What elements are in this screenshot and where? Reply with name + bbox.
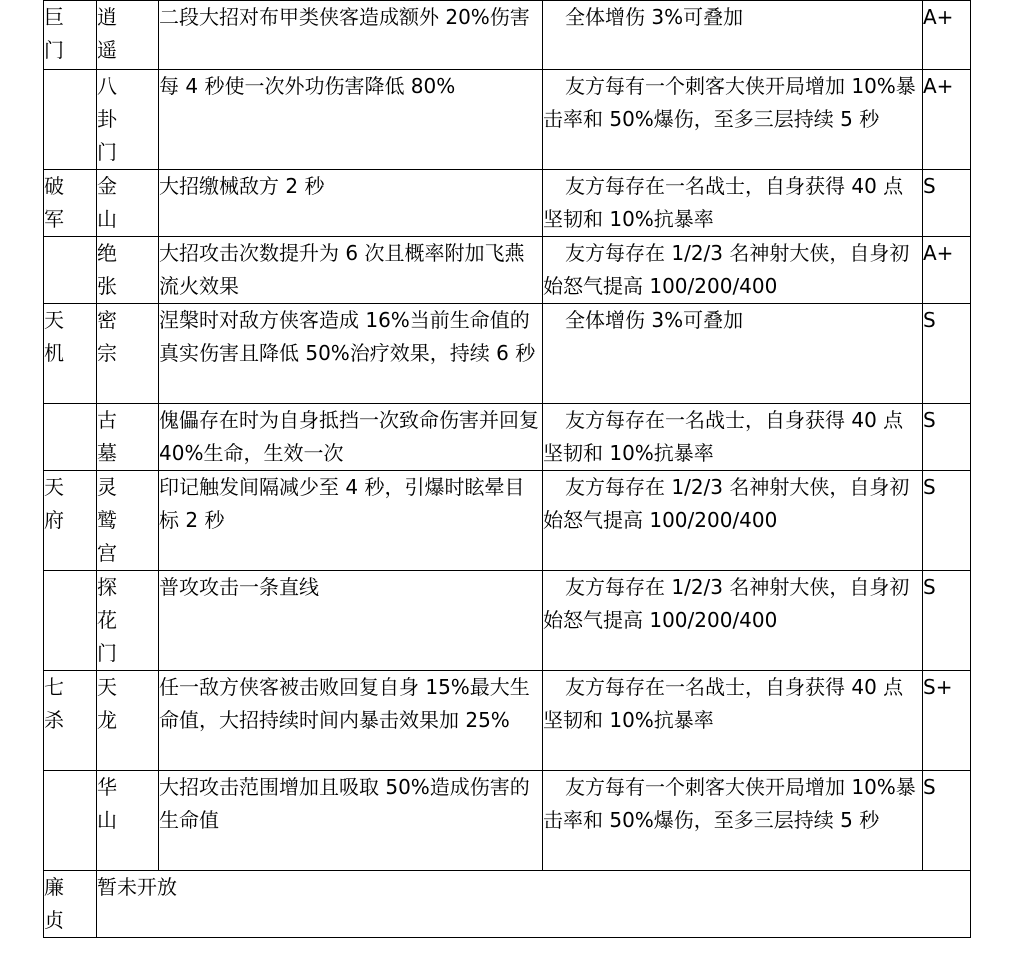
school-char: 山 (97, 207, 117, 231)
grade-cell: S (923, 170, 971, 237)
table-row (44, 70, 971, 170)
school-char: 古 (97, 408, 117, 432)
school-char: 宗 (97, 341, 117, 365)
table-body (44, 1, 971, 938)
faction-char: 破 (44, 174, 64, 198)
bond-cell: 友方每存在 1/2/3 名神射大侠，自身初始怒气提高 100/200/400 (543, 571, 923, 671)
school-cell (97, 771, 159, 871)
faction-cell (44, 1, 97, 70)
bond-cell: 友方每存在 1/2/3 名神射大侠，自身初始怒气提高 100/200/400 (543, 471, 923, 571)
desc-cell: 大招攻击范围增加且吸取 50%造成伤害的生命值 (159, 771, 543, 871)
school-char: 张 (97, 274, 117, 298)
desc-cell: 傀儡存在时为自身抵挡一次致命伤害并回复 40%生命，生效一次 (159, 404, 543, 471)
desc-cell: 涅槃时对敌方侠客造成 16%当前生命值的真实伤害且降低 50%治疗效果，持续 6 秒 (159, 304, 543, 404)
grade-cell: S (923, 471, 971, 571)
school-char: 绝 (97, 241, 117, 265)
table-row (44, 471, 971, 571)
desc-cell: 印记触发间隔减少至 4 秒，引爆时眩晕目标 2 秒 (159, 471, 543, 571)
faction-char: 廉 (44, 875, 64, 899)
skill-table (43, 0, 971, 938)
school-cell (97, 70, 159, 170)
bond-cell: 友方每存在一名战士，自身获得 40 点坚韧和 10%抗暴率 (543, 404, 923, 471)
school-cell (97, 1, 159, 70)
school-cell (97, 237, 159, 304)
grade-cell: S (923, 304, 971, 404)
faction-char: 天 (44, 475, 64, 499)
table-row (44, 404, 971, 471)
school-cell (97, 671, 159, 771)
faction-char: 机 (44, 341, 64, 365)
faction-cell (44, 70, 97, 170)
school-char: 金 (97, 174, 117, 198)
school-char: 密 (97, 308, 117, 332)
school-char: 鹫 (97, 508, 117, 532)
school-char: 灵 (97, 475, 117, 499)
bond-cell: 全体增伤 3%可叠加 (543, 1, 923, 70)
faction-char: 门 (44, 38, 64, 62)
school-char: 华 (97, 775, 117, 799)
faction-char: 贞 (44, 908, 64, 932)
school-cell (97, 304, 159, 404)
grade-cell: A+ (923, 70, 971, 170)
school-char: 墓 (97, 441, 117, 465)
faction-cell (44, 304, 97, 404)
faction-char: 天 (44, 308, 64, 332)
school-char: 遥 (97, 38, 117, 62)
school-char: 花 (97, 608, 117, 632)
bond-cell: 友方每有一个刺客大侠开局增加 10%暴击率和 50%爆伤，至多三层持续 5 秒 (543, 70, 923, 170)
bond-cell: 友方每存在 1/2/3 名神射大侠，自身初始怒气提高 100/200/400 (543, 237, 923, 304)
faction-cell (44, 170, 97, 237)
school-cell (97, 571, 159, 671)
grade-cell: S (923, 771, 971, 871)
desc-cell: 二段大招对布甲类侠客造成额外 20%伤害 (159, 1, 543, 70)
faction-char: 杀 (44, 708, 64, 732)
desc-cell: 任一敌方侠客被击败回复自身 15%最大生命值，大招持续时间内暴击效果加 25% (159, 671, 543, 771)
school-cell (97, 471, 159, 571)
table-row (44, 170, 971, 237)
desc-cell: 每 4 秒使一次外功伤害降低 80% (159, 70, 543, 170)
faction-cell (44, 871, 97, 938)
table-row (44, 304, 971, 404)
faction-cell (44, 671, 97, 771)
desc-cell: 大招攻击次数提升为 6 次且概率附加飞燕流火效果 (159, 237, 543, 304)
desc-cell: 普攻攻击一条直线 (159, 571, 543, 671)
grade-cell: A+ (923, 1, 971, 70)
school-char: 门 (97, 641, 117, 665)
table-row (44, 237, 971, 304)
grade-cell: S+ (923, 671, 971, 771)
faction-cell (44, 771, 97, 871)
school-char: 宫 (97, 541, 117, 565)
school-char: 逍 (97, 5, 117, 29)
school-char: 卦 (97, 107, 117, 131)
grade-cell: A+ (923, 237, 971, 304)
table-row (44, 671, 971, 771)
school-char: 门 (97, 140, 117, 164)
school-char: 探 (97, 575, 117, 599)
faction-cell (44, 237, 97, 304)
table-row (44, 571, 971, 671)
faction-char: 巨 (44, 5, 64, 29)
table-row (44, 1, 971, 70)
table-row (44, 771, 971, 871)
not-open-cell: 暂未开放 (97, 871, 971, 938)
grade-cell: S (923, 404, 971, 471)
faction-char: 军 (44, 207, 64, 231)
school-cell (97, 404, 159, 471)
bond-cell: 友方每存在一名战士，自身获得 40 点坚韧和 10%抗暴率 (543, 671, 923, 771)
faction-cell (44, 404, 97, 471)
faction-cell (44, 571, 97, 671)
bond-cell: 友方每有一个刺客大侠开局增加 10%暴击率和 50%爆伤，至多三层持续 5 秒 (543, 771, 923, 871)
grade-cell: S (923, 571, 971, 671)
faction-cell (44, 471, 97, 571)
school-char: 八 (97, 74, 117, 98)
school-char: 天 (97, 675, 117, 699)
school-char: 山 (97, 808, 117, 832)
bond-cell: 友方每存在一名战士，自身获得 40 点坚韧和 10%抗暴率 (543, 170, 923, 237)
school-cell (97, 170, 159, 237)
school-char: 龙 (97, 708, 117, 732)
table-row-closed (44, 871, 971, 938)
bond-cell: 全体增伤 3%可叠加 (543, 304, 923, 404)
faction-char: 府 (44, 508, 64, 532)
desc-cell: 大招缴械敌方 2 秒 (159, 170, 543, 237)
faction-char: 七 (44, 675, 64, 699)
